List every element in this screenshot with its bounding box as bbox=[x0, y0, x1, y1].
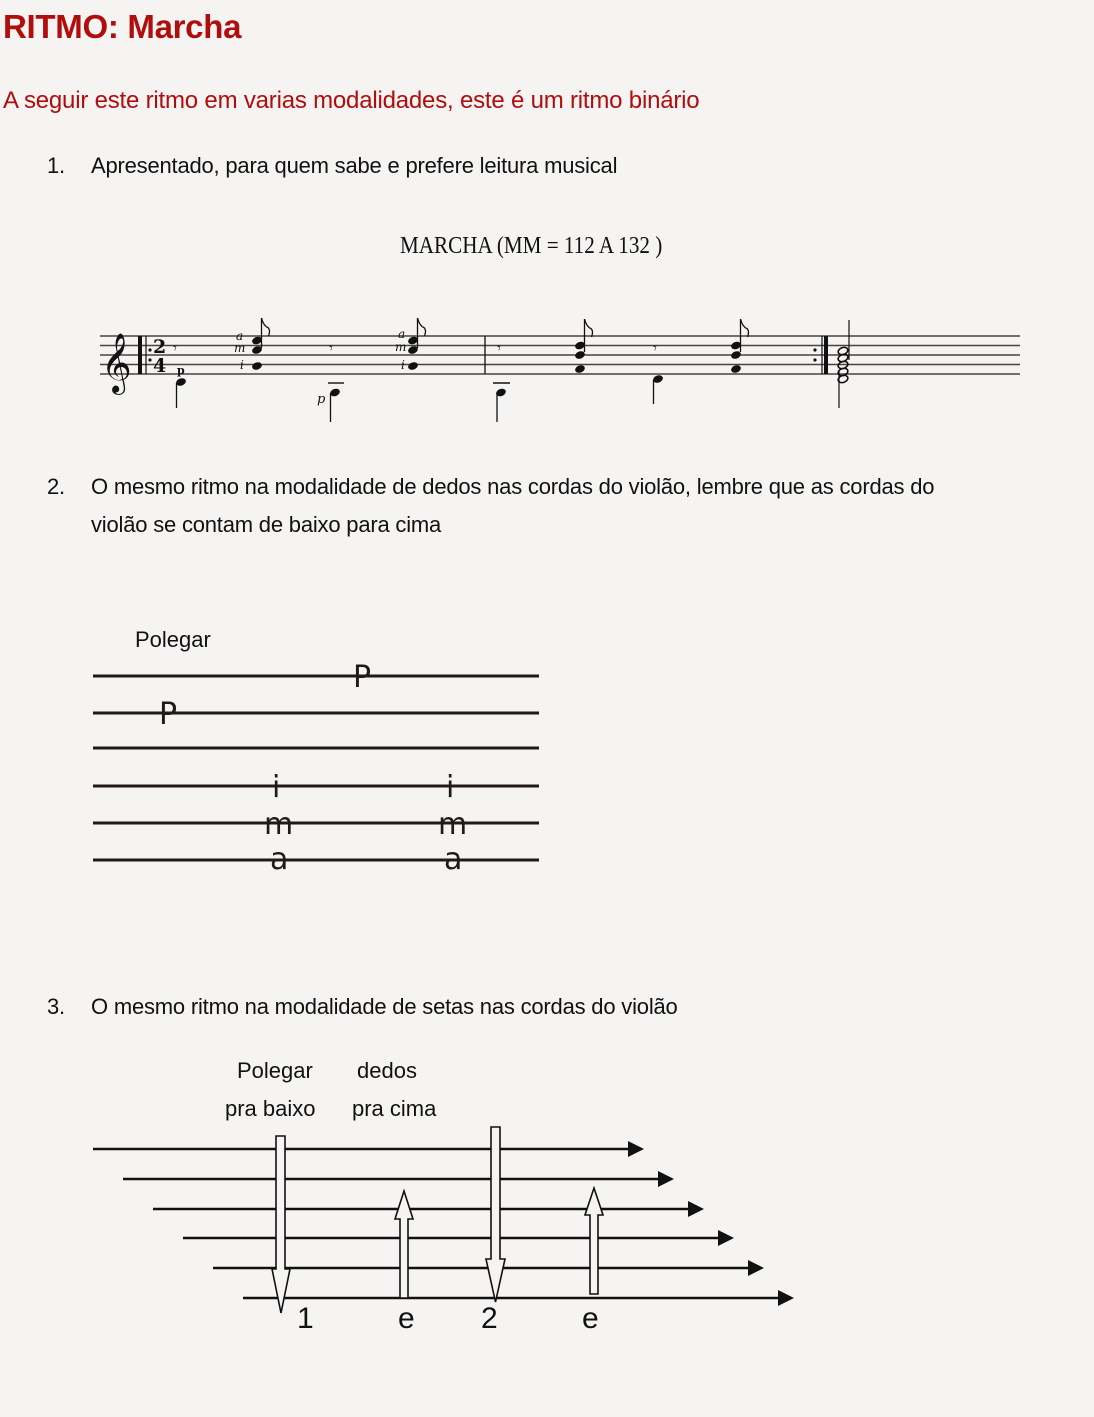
svg-text:i: i bbox=[272, 770, 281, 805]
list-item-number: 3. bbox=[47, 994, 65, 1019]
list-item-2-continuation: violão se contam de baixo para cima bbox=[91, 512, 442, 537]
svg-text:i: i bbox=[240, 358, 244, 372]
svg-text:𝄾: 𝄾 bbox=[653, 339, 657, 357]
svg-text:𝄾: 𝄾 bbox=[173, 339, 177, 357]
up-arrow-icon bbox=[585, 1188, 603, 1294]
svg-text:4: 4 bbox=[153, 355, 167, 377]
svg-text:𝄾: 𝄾 bbox=[497, 339, 501, 357]
label-polegar: Polegar bbox=[237, 1058, 313, 1083]
list-item-text-line1: O mesmo ritmo na modalidade de dedos nas cordas do violão, lembre que as cordas do bbox=[91, 474, 935, 499]
down-arrow-icon bbox=[272, 1136, 290, 1313]
list-item-number: 1. bbox=[47, 153, 65, 178]
svg-text:p: p bbox=[177, 364, 185, 377]
tab-label-polegar: Polegar bbox=[135, 627, 211, 652]
up-arrow-icon bbox=[395, 1191, 413, 1298]
svg-text:a: a bbox=[398, 327, 406, 341]
svg-text:a: a bbox=[270, 842, 289, 877]
svg-text:P: P bbox=[353, 660, 372, 695]
page-subtitle: A seguir este ritmo em varias modalidades, este é um ritmo binário bbox=[3, 87, 700, 114]
score-title: MARCHA (MM = 112 A 132 ) bbox=[400, 233, 663, 259]
svg-text:m: m bbox=[234, 341, 246, 355]
treble-clef-icon: 𝄞 bbox=[101, 333, 132, 393]
count-2: 2 bbox=[481, 1302, 498, 1335]
string-arrowhead-icon bbox=[628, 1141, 794, 1306]
count-e-2: e bbox=[582, 1302, 599, 1335]
count-1: 1 bbox=[297, 1302, 314, 1335]
svg-text:i: i bbox=[446, 770, 455, 805]
count-e-1: e bbox=[398, 1302, 415, 1335]
list-item-text: O mesmo ritmo na modalidade de setas nas cordas do violão bbox=[91, 994, 678, 1019]
list-item-text: Apresentado, para quem sabe e prefere leitura musical bbox=[91, 153, 618, 178]
down-arrow-icon bbox=[486, 1127, 505, 1302]
svg-text:p: p bbox=[317, 392, 326, 407]
svg-text:𝄾: 𝄾 bbox=[329, 339, 333, 357]
svg-text:i: i bbox=[401, 358, 405, 372]
svg-text:P: P bbox=[159, 697, 178, 732]
label-pra-cima: pra cima bbox=[352, 1096, 437, 1121]
page-title: RITMO: Marcha bbox=[3, 8, 242, 45]
svg-text:m: m bbox=[395, 340, 407, 354]
svg-text:2: 2 bbox=[153, 336, 167, 358]
list-item-number: 2. bbox=[47, 474, 65, 499]
svg-text:m: m bbox=[264, 807, 294, 842]
svg-text:a: a bbox=[444, 842, 463, 877]
label-dedos: dedos bbox=[357, 1058, 417, 1083]
svg-text:m: m bbox=[438, 807, 468, 842]
label-pra-baixo: pra baixo bbox=[225, 1096, 316, 1121]
svg-text:a: a bbox=[236, 329, 244, 343]
